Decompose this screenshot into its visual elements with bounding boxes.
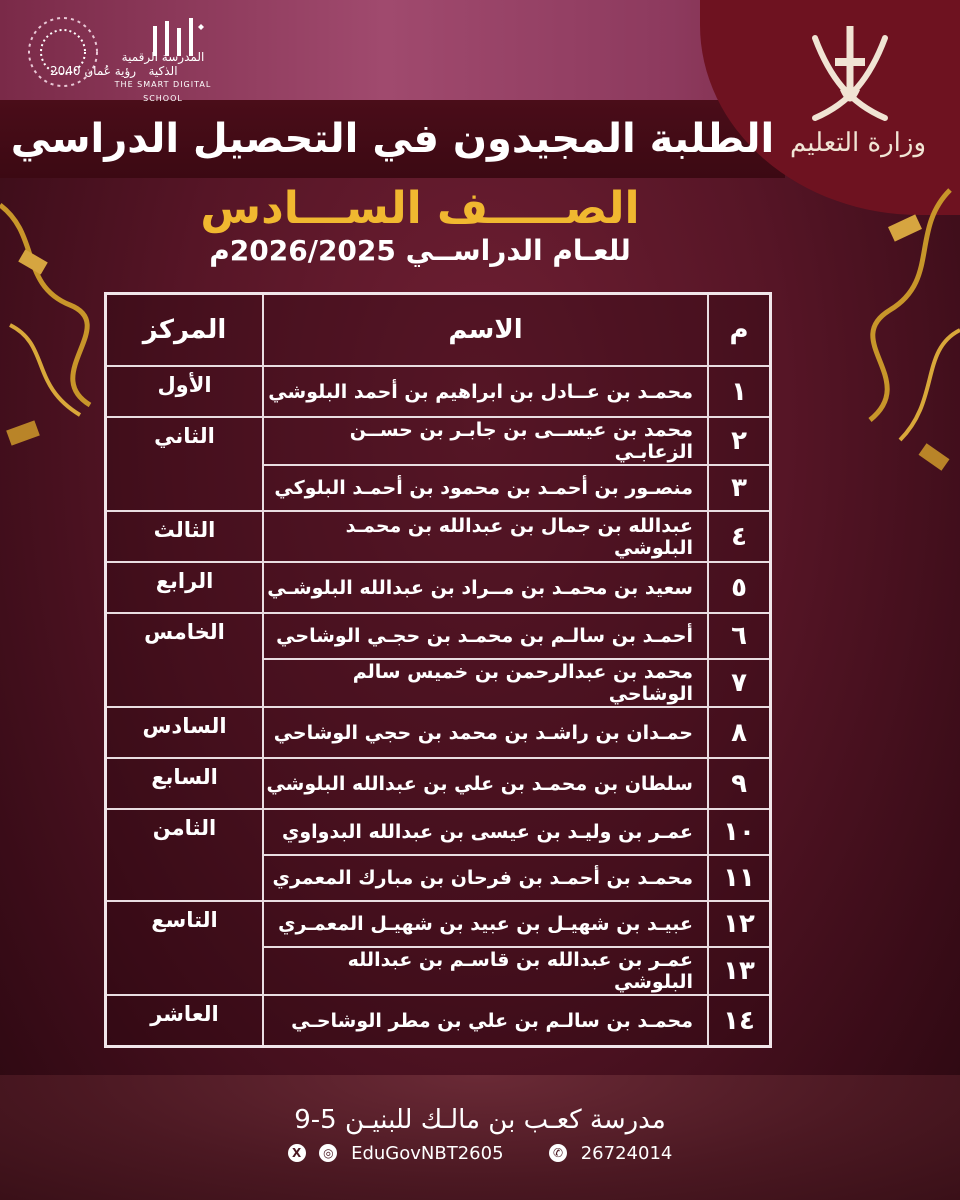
- page-title: الطلبة المجيدون في التحصيل الدراسي: [10, 116, 775, 162]
- table-row: [106, 613, 771, 659]
- student-name: عبيـد بن شهيـل بن عبيد بن شهيـل المعمـري: [263, 901, 708, 947]
- rank-cell: الثالث: [106, 511, 264, 562]
- student-name: عمـر بن عبدالله بن قاسـم بن عبدالله البلوشي: [263, 947, 708, 995]
- student-name: أحمـد بن سالـم بن محمـد بن حجـي الوشاحي: [263, 613, 708, 659]
- rank-cell: الأول: [106, 366, 264, 417]
- row-num: ٦: [708, 613, 771, 659]
- rank-cell: التاسع: [106, 901, 264, 995]
- x-social-icon[interactable]: X: [288, 1144, 306, 1162]
- header-num: م: [708, 294, 771, 367]
- rank-cell: السابع: [106, 758, 264, 809]
- table-row: [106, 758, 771, 809]
- footer-school-name: مدرسة كعـب بن مالـك للبنيـن 5-9: [294, 1105, 666, 1135]
- smart-school-name: المدرسة الرقمية الذكية THE SMART DIGITAL SCHOOL: [114, 50, 212, 103]
- footer-contacts: [0, 1142, 960, 1164]
- table-row: [106, 995, 771, 1047]
- table-row: [106, 417, 771, 465]
- rank-cell: الخامس: [106, 613, 264, 707]
- row-num: ١: [708, 366, 771, 417]
- table-row: [106, 366, 771, 417]
- rank-cell: السادس: [106, 707, 264, 758]
- row-num: ١٠: [708, 809, 771, 855]
- whatsapp-icon[interactable]: ✆: [549, 1144, 567, 1162]
- social-handle[interactable]: EduGovNBT2605: [351, 1142, 504, 1164]
- table-row: [106, 562, 771, 613]
- row-num: ١١: [708, 855, 771, 901]
- rank-cell: الثامن: [106, 809, 264, 901]
- row-num: ١٤: [708, 995, 771, 1047]
- honor-table: [104, 292, 772, 1048]
- rank-cell: العاشر: [106, 995, 264, 1047]
- row-num: ٤: [708, 511, 771, 562]
- row-num: ٢: [708, 417, 771, 465]
- oman-emblem-icon: [795, 18, 905, 128]
- footer-band: [0, 1075, 960, 1200]
- student-name: محمـد بن أحمـد بن فرحان بن مبارك المعمري: [263, 855, 708, 901]
- table-row: [106, 707, 771, 758]
- vision-2040-label: رؤية عُمان 2040: [50, 64, 137, 78]
- student-name: محمد بن عبدالرحمن بن خميس سالم الوشاحي: [263, 659, 708, 707]
- student-name: محمـد بن عــادل بن ابراهيم بن أحمد البلوشي: [263, 366, 708, 417]
- student-name: منصـور بن أحمـد بن محمود بن أحمـد البلوكي: [263, 465, 708, 511]
- student-name: سلطان بن محمـد بن علي بن عبدالله البلوشي: [263, 758, 708, 809]
- row-num: ٨: [708, 707, 771, 758]
- header-rank: المركز: [106, 294, 264, 367]
- header-name: الاسم: [263, 294, 708, 367]
- student-name: حمـدان بن راشـد بن محمد بن حجي الوشاحي: [263, 707, 708, 758]
- table-row: [106, 809, 771, 855]
- ministry-name: وزارة التعليم: [789, 128, 927, 158]
- vision-2040-logo-icon: [18, 12, 118, 100]
- table-row: [106, 511, 771, 562]
- student-name: محمـد بن سالـم بن علي بن مطر الوشاحـي: [263, 995, 708, 1047]
- table-header-row: [106, 294, 771, 367]
- student-name: سعيد بن محمـد بن مــراد بن عبدالله البلوشـي: [263, 562, 708, 613]
- student-name: محمد بن عيســى بن جابـر بن حســن الزعابـي: [263, 417, 708, 465]
- row-num: ١٢: [708, 901, 771, 947]
- row-num: ١٣: [708, 947, 771, 995]
- row-num: ٥: [708, 562, 771, 613]
- row-num: ٧: [708, 659, 771, 707]
- rank-cell: الرابع: [106, 562, 264, 613]
- row-num: ٣: [708, 465, 771, 511]
- student-name: عمـر بن وليـد بن عيسى بن عبدالله البدواوي: [263, 809, 708, 855]
- academic-year: للعـام الدراســي 2026/2025م: [209, 234, 631, 267]
- student-name: عبدالله بن جمال بن عبدالله بن محمـد البلوشي: [263, 511, 708, 562]
- phone-number[interactable]: 26724014: [580, 1142, 673, 1164]
- row-num: ٩: [708, 758, 771, 809]
- instagram-icon[interactable]: ◎: [319, 1144, 337, 1162]
- grade-heading: الصـــــف الســـادس: [200, 183, 640, 234]
- rank-cell: الثاني: [106, 417, 264, 511]
- table-row: [106, 901, 771, 947]
